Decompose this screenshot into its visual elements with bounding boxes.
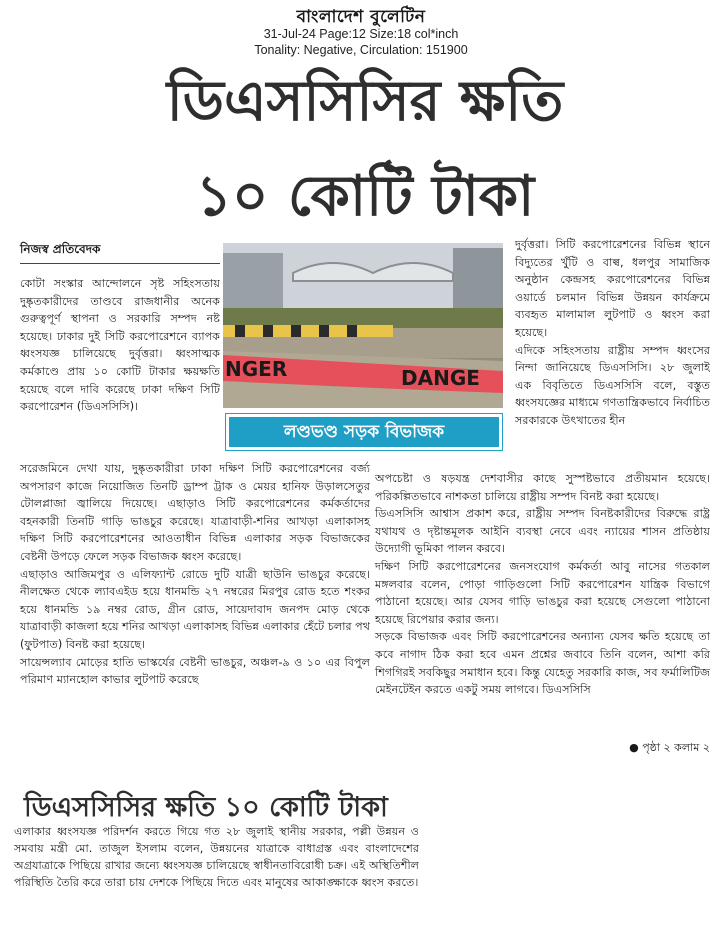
danger-tape-text-2: DANGE <box>401 366 480 390</box>
clipping-tonality-line: Tonality: Negative, Circulation: 151900 <box>254 43 468 57</box>
article-column-1: কোটা সংস্কার আন্দোলনে সৃষ্ট সহিংসতায় দুষ্কৃতকারীদের তাণ্ডবে রাজধানীর অনেক গুরুত্বপূর্ণ স্থাপনা ও সরকারি সম্পদ নষ্ট হয়েছে। ঢাকার দুই সিটি করপোরেশনে ব্যাপক ধ্বংসযজ্ঞ চালিয়েছে দুর্বৃত্তরা। ধ্বংসাত্মক কর্মকাণ্ডে প্রায় ১০ কোটি টাকার ক্ষয়ক্ষতি হয়েছে বলে দাবি করেছে ঢাকা দক্ষিণ সিটি করপোরেশন (ডিএসসিসি)। <box>20 277 220 414</box>
continued-on-text: পৃষ্ঠা ২ কলাম ২ <box>642 741 710 754</box>
continuation-headline: ডিএসসিসির ক্ষতি ১০ কোটি টাকা <box>24 792 388 823</box>
headline-line-2: ১০ কোটি টাকা <box>195 164 535 229</box>
article-column-right-lower: অপচেষ্টা ও ষড়যন্ত্র দেশবাসীর কাছে সুস্পষ্টভাবে প্রতীয়মান হয়েছে। পরিকল্পিতভাবে নাশকতা চালিয়ে রাষ্ট্রীয় সম্পদ বিনষ্ট করা হয়েছে। ডিএসসিসি আশ্বাস প্রকাশ করে, রাষ্ট্রীয় সম্পদ বিনষ্টকারীদের বিরুদ্ধে রাষ্ট্র যথাযথ ও দৃষ্টান্তমূলক আইনি ব্যবস্থা নেবে এবং ন্যায়ের শাসন প্রতিষ্ঠায় উদ্যোগী ভূমিকা পালন করবে। দক্ষিণ সিটি করপোরেশনের জনসংযোগ কর্মকর্তা আবু নাসের গতকাল মঙ্গলবার বলেন, পোড়া গাড়িগুলো সিটি করপোরেশন যান্ত্রিক বিভাগে পাঠানো হয়েছে। আর যেসব গাড়ি ভাঙচুর করা হয়েছে সেগুলো পাঠানো হয়েছে রিপেয়ার করার জন্য। সড়কে বিভাজক এবং সিটি করপোরেশনের অন্যান্য যেসব ক্ষতি হয়েছে তা কবে নাগাদ ঠিক করা হবে এমন প্রশ্নের জবাবে তিনি বলেন, আশা করি শিগগিরই সবকিছুর সমাধান হবে। কিন্তু যেহেতু সরকারি কাজ, সব ফর্মালিটিজ মেইনটেইন করতে একটু সময় লাগবে। ডিএসসিসি <box>375 472 710 697</box>
newspaper-masthead: বাংলাদেশ বুলেটিন <box>296 7 426 27</box>
road-divider-photo-illustration <box>223 243 503 408</box>
continuation-text: এলাকার ধ্বংসযজ্ঞ পরিদর্শন করতে গিয়ে গত ২৮ জুলাই স্থানীয় সরকার, পল্লী উন্নয়ন ও সমবায় মন্ত্রী মো. তাজুল ইসলাম বলেন, উন্নয়নের যাত্রাকে বাধাগ্রস্ত এবং বাংলাদেশের অগ্রযাত্রাকে পিছিয়ে রাখার জন্যে ধ্বংসযজ্ঞ চালিয়েছে স্বাধীনতাবিরোধী চক্র। এই অস্থিতিশীল পরিস্থিতি তৈরি করে তারা চায় দেশকে পিছিয়ে দিতে এবং মানুষের আকাঙ্ক্ষাকে ধ্বংস করতে। <box>14 825 419 889</box>
article-column-left-lower: সরেজমিনে দেখা যায়, দুষ্কৃতকারীরা ঢাকা দক্ষিণ সিটি করপোরেশনের বর্জ্য অপসারণ কাজে নিয়োজিত তিনটি ড্রাম্প ট্রাক ও মেয়র হানিফ উড়ালসেতুর টোলপ্লাজা জ্বালিয়ে দিয়েছে। এছাড়াও সিটি করপোরেশনের কর্মকর্তাদের বহনকারী তিনটি গাড়ি ভাঙচুর করেছে। যাত্রাবাড়ী-শনির আখড়া এলাকাসহ দক্ষিণ সিটি করপোরেশনের আওতাধীন বিভিন্ন এলাকার সড়ক বিভাজকের বেষ্টনী উপড়ে ফেলে সড়ক বিভাজক ধ্বংস করেছে। এছাড়াও আজিমপুর ও এলিফ্যান্ট রোডে দুটি যাত্রী ছাউনি ভাঙচুর করেছে। নীলক্ষেত থেকে ল্যাবএইড হয়ে ধানমন্ডি ২৭ নম্বরের মিরপুর রোড হতে শংকর হয়ে ধানমন্ডি ১৯ নম্বর রোড, গ্রীন রোড, সায়েদাবাদ জনপদ মোড় থেকে যাত্রাবাড়ী কাজলা হয়ে শনির আখড়া এলাকাসহ বিভিন্ন এলাকার হেঁটে চলার পথ (ফুটপাত) বিনষ্ট করা হয়েছে। সায়েন্সল্যাব মোড়ের হাতি ভাস্কর্যের বেষ্টনী ভাঙচুর, অঞ্চল-৯ ও ১০ এর বিপুল পরিমাণ ম্যানহোল কাভার লুটপাট করেছে <box>20 462 370 687</box>
continued-on-marker: ● পৃষ্ঠা ২ কলাম ২ <box>629 741 710 754</box>
photo-caption: লণ্ডভণ্ড সড়ক বিভাজক <box>226 414 502 450</box>
article-column-3: দুর্বৃত্তরা। সিটি করপোরেশনের বিভিন্ন স্থানে বিদ্যুতের খুঁটি ও বাল্ব, ধলপুর সামাজিক অনুষ্ঠান কেন্দ্রসহ করপোরেশনের বিভিন্ন ওয়ার্ডে চলমান বিভিন্ন উন্নয়ন কার্যক্রমে ব্যবহৃত মালামাল লুটপাট ও ধ্বংস করা হয়েছে। এদিকে সহিংসতায় রাষ্ট্রীয় সম্পদ ধ্বংসের নিন্দা জানিয়েছে ডিএসসিসি। ২৮ জুলাই এক বিবৃতিতে ডিএসসিসি বলে, বস্তুত ধ্বংসযজ্ঞের মাধ্যমে গণতান্ত্রিকভাবে নির্বাচিত সরকারকে উৎখাতের হীন <box>515 238 710 427</box>
clipping-date-line: 31-Jul-24 Page:12 Size:18 col*inch <box>263 27 459 41</box>
news-photo <box>223 243 503 408</box>
headline-line-1: ডিএসসিসির ক্ষতি <box>166 69 564 134</box>
danger-tape-text-1: NGER <box>225 357 288 381</box>
byline: নিজস্ব প্রতিবেদক <box>20 241 220 264</box>
